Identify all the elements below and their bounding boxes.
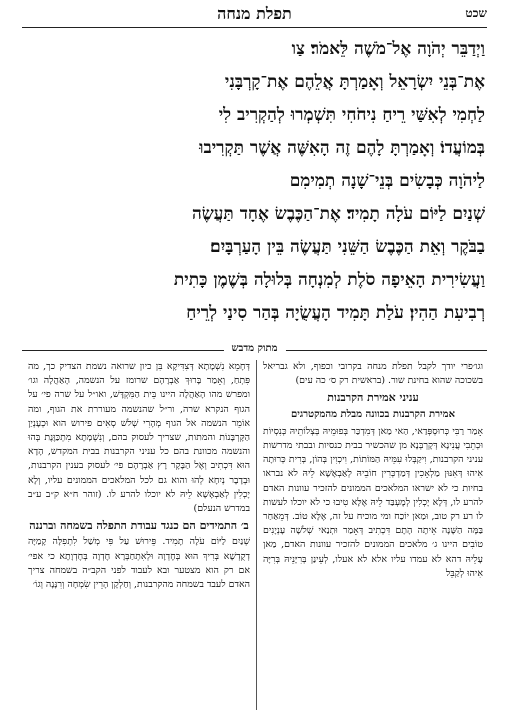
section-subheading: אמירת הקרבנות בכוונה מבלת מהמקטרגים	[290, 408, 456, 420]
section-divider	[22, 343, 487, 357]
main-text-line: וַעֲשִׂירִית הָאֵיפָה סֹלֶת לְמִנְחָה בְּלוּלָה בְּשֶׁמֶן כָּתִית	[173, 270, 485, 290]
commentary-intro: וגו׳פרי יודך לקבל תפלת מנחה בקרובי וכפוף, ולא גבריאל בשכוכה שהוא בחינת שור. (בראשית רק ס׳ כה עים)	[263, 361, 483, 387]
page-header	[22, 4, 487, 26]
divider-label: מתוק מדבש	[223, 343, 285, 354]
page-number: שכט	[465, 6, 487, 20]
main-text-line: רְבִיעִת הַהִין׃ עֹלַת תָּמִיד הָעֲשֻׂיָה בְּהַר סִינַי לְרֵיחַ	[186, 303, 485, 323]
commentary-body: אָמַר רַבִּי כְּרוּסְפְּדַאי, הַאי מַאן דְּמִדְכַּר בְּפוּמֵיהּ בְּצְלוֹתֵיהּ כְּנִסְיוֹת וּכְתֵבִי עֲנִינָא דְּקָרְבְּנָא מן שהכשיר בבית כנסיות ובבתי מדרשות עניני הקרבנות, וִיקַבְּלוּ עִמֵּיהּ הַמּוֹתוֹת, וִיכְוִין בְּהוֹן, בְּרִית כְּרוּתָה אִיהוּ דְּאִנּוּן מַלְאָכִין דְּמַדְכְּרִין חוֹבֵיהּ לְאַבְאָשָׁא לֵיהּ לא נבראו בחיות כי לא ישראו המלאכים הממונים להזכיר עוונות האדם להרע לו, דְּלָא יָכְלִין לְמֶעְבַּד לֵיהּ אֶלָּא טִיבוּ כי לא יוכלו לעשות לו רע רק טוב, וּמַאן יוֹכַח ומי מוכיח על זה, אֶלָּא טוֹב. דְּמֵאַחַר בַּמָּה הַשָּׁנָה אֵיתָה הָתָם דִּכְתִיב דְּאָמַר וּתְנַאי שְׁלשָׁה עָנְיָנִים טוֹבִים היינו ג׳ מלאכים הממונים להזכיר עוונות האדם, מַאן עָלֵיהּ דהא לא עמדו עליו אלא לא אעלו, לְעֵינַן בְּרִיָּנֵיהּ בְּרִיָּה אִיהוּ לְקַבֵּל	[263, 425, 483, 579]
commentary-body: דְּחָמֵא נִשְׁמָתָא דְּצִדִּיקָא בִּן כיון שרואה נשמת הצדיק כך, מה פִּתְחַ, וְאָמַר בָּרוּךְ אַבְרָהָם שרומז על הנשמה, הָאַהֲלָה וגו׳ ומפרש מהו הָאַהֲלָה היינו בֵּית הַמִּקְדָּשׁ, ואו״ל על שרה פי׳ על הגוף הנקרא שרה, ור״ל שהנשמה מעוררת את הגוף, ומה אוֹמֵר הנשמה אל הגוף מְהָרִי שְׁלשׁ סְאִים פירוש הוא וּכְעָנְיַן הַקָּרְבָּנוֹת והמתות, שצריך לעסוק בהם, וְנִשְׁמָתָא מִתְכַּוֶּנֶת בְּהוּ והנשמה מכוונת בהם כל עניני הקרבנות בבית המקדש, הָדָא הוּא דִּכְתִיב וְאֶל הַבָּקָר רָץ אַבְרָהָם פי׳ לעסוק בענין הקרבנות, וּבְדָבָר נְיִחָא לְהוּ והוא גם לכל המלאכים הממונים עליו, וְלָא יָכְלִין לְאַבְאָשָׁא לֵיהּ לא יוכלו להרע לו. (זוהר ח״א ק״ב ע״ב במדרש הנעלם)	[28, 361, 250, 515]
header-rule	[22, 27, 487, 28]
main-text-line: בַבֹּקֶר וְאֵת הַכֶּבֶשׂ הַשֵּׁנִי תַּעֲשֶׂה בֵּין הָעַרְבָּיִם׃	[210, 237, 485, 257]
main-text-line: בְּמוֹעֲדוֹ׃ וְאָמַרְתָּ לָהֶם זֶה הָאִשֶּׁה אֲשֶׁר תַּקְרִיבוּ	[199, 138, 485, 158]
commentary-body: שְׁנַיִם לַיּוֹם עֹלָה תָמִיד. פֵּירוּשׁ עַל פִּי מְשַׁל לִתְפִלָּה קָמַיָּה דְקֻדְשָׁא בְּרִיךְ הוּא בְּחֶדְוָה וּלְאִתְחַבְּרָא חֶדְוָה בְּחֶדְוָתָא כי אפי׳ אם רק הוא מצטער ובא לעבוד לפני הקב״ה בשמחה צריך האדם לעבד בשמחה מהקרבנות, וְחַלְקָן הָרֵין שִׂמְחָה וְרִנָּנָה וְגוֹ׳	[28, 536, 250, 591]
main-text-line: לַיהֹוָה כְּבָשִׂים בְּנֵי־שָׁנָה תְמִימִם	[289, 171, 485, 191]
main-text-line: אֶת־בְּנֵי יִשְׂרָאֵל וְאָמַרְתָּ אֲלֵהֶם אֶת־קָרְבָּנִי	[224, 72, 485, 92]
main-text-line: שְׁנַיִם לַיּוֹם עֹלָה תָמִיד׃ אֶת־הַכֶּבֶשׂ אֶחָד תַּעֲשֶׂה	[191, 204, 485, 224]
main-text-line: וַיְדַבֵּר יְהֹוָה אֶל־מֹשֶׁה לֵּאמֹר׃ צַו	[291, 39, 485, 59]
main-text-block	[24, 36, 485, 336]
page-title: תפלת מנחה	[217, 4, 292, 23]
section-heading: ב׳ התמידים הם כנגד עבודת התפלה בשמחה וברננה	[29, 519, 249, 533]
main-text-line: לַחְמִי לְאִשַּׁי רֵיחַ נִיחֹחִי תִּשְׁמְרוּ לְהַקְרִיב לִי	[218, 105, 485, 125]
section-heading: עניני אמירת הקרבנות	[327, 391, 419, 405]
commentary-left-column	[28, 360, 250, 592]
column-separator	[256, 360, 257, 710]
commentary-right-column	[263, 360, 483, 581]
